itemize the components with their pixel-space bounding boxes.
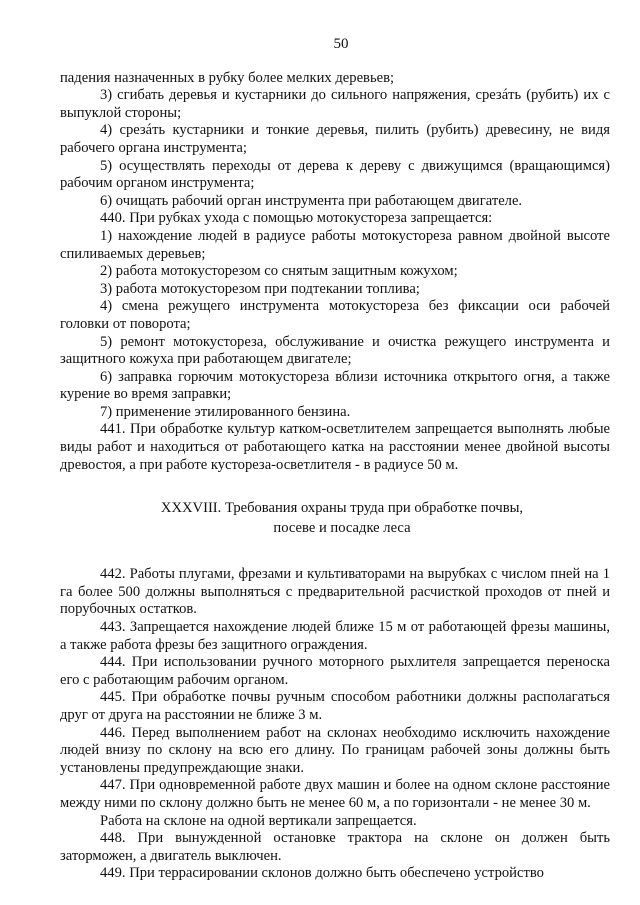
- paragraph: 441. При обработке культур катком-осветлителем запрещается выполнять любые виды работ и находиться от работающего катка на расстоянии менее двойной высоты древостоя, а при работе кустореза-осветлителя - в радиусе 50 м.: [60, 421, 610, 473]
- paragraph: падения назначенных в рубку более мелких деревьев;: [60, 69, 395, 86]
- section-heading-line-1: XXXVIII. Требования охраны труда при обработке почвы,: [160, 500, 524, 517]
- paragraph: 3) работа мотокусторезом при подтекании топлива;: [100, 280, 420, 297]
- paragraph: 445. При обработке почвы ручным способом работники должны располагаться друг от друга на расстоянии не ближе 3 м.: [60, 689, 610, 723]
- section-heading-line-2: посеве и посадке леса: [273, 520, 411, 537]
- paragraph: 5) ремонт мотокустореза, обслуживание и очистка режущего инструмента и защитного кожуха при работающем двигателе;: [60, 333, 610, 368]
- paragraph: 3) сгибать деревья и кустарники до сильного напряжения, срезáть (рубить) их с выпуклой стороны;: [60, 87, 610, 121]
- paragraph: 444. При использовании ручного моторного рыхлителя запрещается переноска его с работающим рабочим органом.: [60, 654, 610, 688]
- paragraph: 5) осуществлять переходы от дерева к дереву с движущимся (вращающимся) рабочим органом инструмента;: [60, 157, 610, 192]
- paragraph: 2) работа мотокусторезом со снятым защитным кожухом;: [100, 263, 458, 280]
- section-heading: [60, 498, 610, 538]
- paragraph: 4) срезáть кустарники и тонкие деревья, пилить (рубить) древесину, не видя рабочего органа инструмента;: [60, 122, 610, 156]
- paragraph: 6) заправка горючим мотокустореза вблизи источника открытого огня, а также курение во время заправки;: [60, 368, 610, 403]
- paragraph: 7) применение этилированного бензина.: [100, 403, 351, 420]
- paragraph: 449. При террасировании склонов должно быть обеспечено устройство: [100, 865, 544, 882]
- paragraph: 442. Работы плугами, фрезами и культиваторами на вырубках с числом пней на 1 га более 500 должны выполняться с предварительной расчисткой проходов от пней и порубочных остатков.: [60, 566, 610, 618]
- paragraph: Работа на склоне на одной вертикали запрещается.: [100, 812, 417, 829]
- text-block-2: [60, 566, 610, 883]
- paragraph: 447. При одновременной работе двух машин и более на одном склоне расстояние между ними по склону должно быть не менее 60 м, а по горизонтали - не менее 30 м.: [60, 777, 610, 811]
- paragraph: 448. При вынужденной остановке трактора на склоне он должен быть заторможен, а двигатель выключен.: [60, 830, 610, 864]
- paragraph: 1) нахождение людей в радиусе работы мотокустореза равном двойной высоте спиливаемых деревьев;: [60, 227, 610, 262]
- page-number: 50: [333, 36, 349, 52]
- paragraph: 446. Перед выполнением работ на склонах необходимо исключить нахождение людей внизу по склону на всю его длину. По границам рабочей зоны должны быть установлены предупреждающие знаки.: [60, 724, 610, 776]
- paragraph: 4) смена режущего инструмента мотокустореза без фиксации оси рабочей головки от поворота;: [60, 298, 610, 332]
- text-block-1: [60, 70, 610, 475]
- paragraph: 440. При рубках ухода с помощью мотокустореза запрещается:: [100, 210, 493, 227]
- paragraph: 443. Запрещается нахождение людей ближе 15 м от работающей фрезы машины, а также работа фрезы без защитного ограждения.: [60, 619, 610, 653]
- paragraph: 6) очищать рабочий орган инструмента при работающем двигателе.: [100, 192, 523, 209]
